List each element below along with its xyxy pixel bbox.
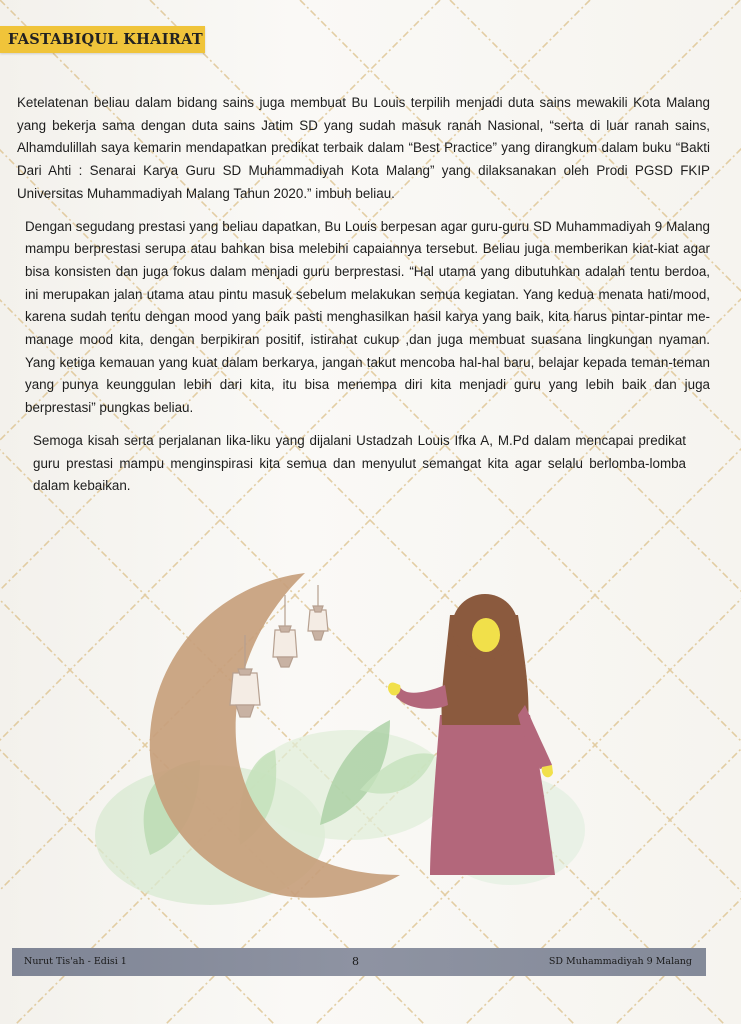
article-paragraph-2: Dengan segudang prestasi yang beliau dapatkan, Bu Louis berpesan agar guru-guru SD Muhammadiyah 9 Malang mampu berprestasi serupa atau bahkan bisa melebihi capaiannya tersebut. Beliau juga memberikan kiat-kiat agar bisa konsisten dan juga fokus dalam menjadi guru berprestasi. “Hal utama yang dibutuhkan adalah tentu berdoa, ini merupakan jalan utama atau pintu masuk sebelum melakukan semua kegiatan. Yang kedua menata hati/mood, karena sudah tentu dengan mood yang baik pasti menghasilkan hasil karya yang baik, kita harus pintar-pintar me-manage mood kita, dengan berpikiran positif, istirahat cukup ,dan juga membuat suasana lingkungan nyaman. Yang ketiga kemauan yang kuat dalam berkarya, jangan takut mencoba hal-hal baru, belajar kepada teman-teman yang punya keunggulan lebih dari kita, itu bisa menempa diri kita menjadi guru yang lebih baik dan juga berprestasi” pungkas beliau. — [25, 218, 710, 416]
article-paragraph-1: Ketelatenan beliau dalam bidang sains juga membuat Bu Louis terpilih menjadi duta sains mewakili Kota Malang yang bekerja sama dengan duta sains Jatim SD yang sudah masuk ranah Nasional, “serta di luar ranah sains, Alhamdulillah saya kemarin mendapatkan predikat terbaik dalam “Best Practice” yang dirangkum dalam buku “Bakti Dari Ahti : Senarai Karya Guru SD Muhammadiyah Kota Malang” yang dilaksanakan oleh Prodi PGSD FKIP Universitas Muhammadiyah Malang Tahun 2020.” imbuh beliau. — [17, 95, 710, 201]
section-tag-label: FASTABIQUL KHAIRAT — [8, 31, 204, 48]
article-body — [17, 92, 710, 508]
lantern-icon — [273, 595, 297, 667]
footer-school-name: SD Muhammadiyah 9 Malang — [548, 956, 692, 967]
section-tag — [0, 26, 205, 53]
footer-page-number: 8 — [352, 955, 359, 968]
page-footer — [12, 948, 706, 976]
footer-publication-name: Nurut Tis'ah - Edisi 1 — [24, 956, 127, 967]
article-paragraph-3: Semoga kisah serta perjalanan lika-liku yang dijalani Ustadzah Louis Ifka A, M.Pd dalam mencapai predikat guru prestasi mampu menginspirasi kita semua dan menyulut semangat kita agar selalu berlomba-lomba dalam kebaikan. — [33, 432, 686, 494]
lantern-icon — [308, 585, 328, 640]
woman-hijab-figure — [388, 594, 555, 875]
crescent-moon-woman-illustration — [90, 555, 590, 930]
